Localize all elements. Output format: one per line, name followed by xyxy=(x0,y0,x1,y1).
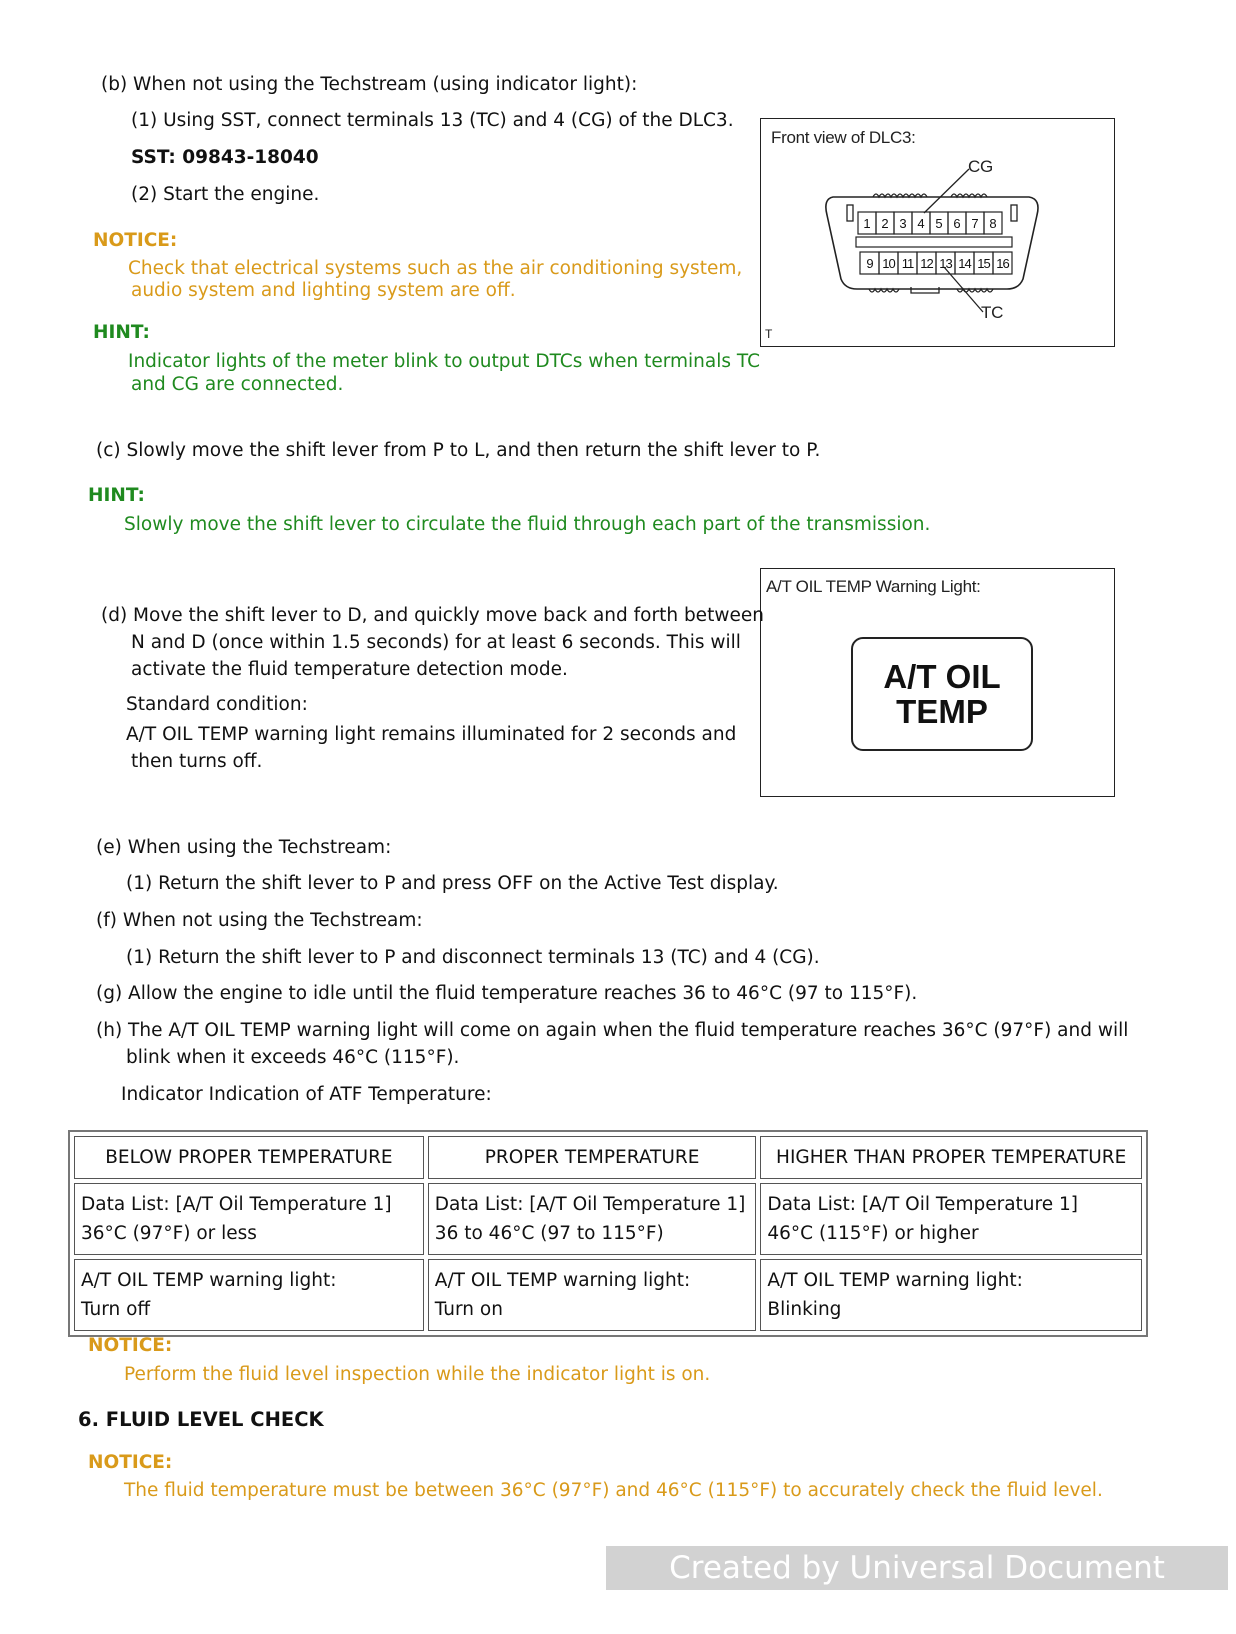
warning-light-figure xyxy=(760,568,1115,797)
pin-label: 16 xyxy=(996,256,1009,271)
standard-condition-label: Standard condition: xyxy=(126,694,308,715)
hint-text-line: and CG are connected. xyxy=(131,374,344,395)
pin-label: 4 xyxy=(917,216,925,231)
step-e-heading: (e) When using the Techstream: xyxy=(96,837,392,858)
standard-condition-line: A/T OIL TEMP warning light remains illuminated for 2 seconds and xyxy=(126,724,737,745)
pin-label: 12 xyxy=(920,256,933,271)
sst-number: SST: 09843-18040 xyxy=(131,147,319,168)
notice-text-line: The fluid temperature must be between 36°C (97°F) and 46°C (115°F) to accurately check the fluid level. xyxy=(124,1480,1103,1501)
notice-label: NOTICE: xyxy=(88,1335,173,1356)
hint-label: HINT: xyxy=(88,485,145,506)
oil-temp-indicator-lamp xyxy=(851,637,1033,751)
notice-text-line: Perform the fluid level inspection while the indicator light is on. xyxy=(124,1364,711,1385)
pin-label: 6 xyxy=(953,216,961,231)
step-c: (c) Slowly move the shift lever from P to L, and then return the shift lever to P. xyxy=(96,440,821,461)
table-cell xyxy=(760,1183,1142,1255)
notice-text-line: Check that electrical systems such as the air conditioning system, xyxy=(128,258,743,279)
cell-line: A/T OIL TEMP warning light: xyxy=(767,1270,1023,1291)
pin-label: 14 xyxy=(958,256,971,271)
pin-label: 10 xyxy=(882,256,895,271)
step-d-line: N and D (once within 1.5 seconds) for at least 6 seconds. This will xyxy=(131,632,741,653)
cell-line: 46°C (115°F) or higher xyxy=(767,1223,979,1244)
pin-label: 5 xyxy=(935,216,943,231)
dlc3-caption: Front view of DLC3: xyxy=(771,128,916,147)
pin-label: 8 xyxy=(989,216,997,231)
hint-text-line: Indicator lights of the meter blink to output DTCs when terminals TC xyxy=(128,351,760,372)
cell-line: Data List: [A/T Oil Temperature 1] xyxy=(434,1194,746,1215)
section-title: 6. FLUID LEVEL CHECK xyxy=(78,1408,324,1431)
table-row xyxy=(74,1259,1142,1331)
step-g: (g) Allow the engine to idle until the fluid temperature reaches 36 to 46°C (97 to 115°F). xyxy=(96,983,918,1004)
hint-text-line: Slowly move the shift lever to circulate the fluid through each part of the transmission. xyxy=(124,514,931,535)
table-title: Indicator Indication of ATF Temperature: xyxy=(121,1084,492,1105)
cell-line: 36°C (97°F) or less xyxy=(81,1223,257,1244)
step-f-item-1: (1) Return the shift lever to P and disconnect terminals 13 (TC) and 4 (CG). xyxy=(126,947,820,968)
step-b-heading: (b) When not using the Techstream (using indicator light): xyxy=(101,74,638,95)
pin-label: 15 xyxy=(977,256,990,271)
dlc3-figure xyxy=(760,118,1115,347)
lamp-text-line: A/T OIL xyxy=(883,658,1001,695)
notice-label: NOTICE: xyxy=(88,1452,173,1473)
pin-label: 1 xyxy=(863,216,871,231)
cell-line: Data List: [A/T Oil Temperature 1] xyxy=(767,1194,1078,1215)
step-d-line: (d) Move the shift lever to D, and quickly move back and forth between xyxy=(101,605,764,626)
cg-label: CG xyxy=(968,157,993,176)
table-cell xyxy=(428,1259,757,1331)
figure-corner-mark: T xyxy=(765,327,773,341)
tc-label: TC xyxy=(981,303,1004,322)
pin-label: 11 xyxy=(901,256,914,271)
watermark-banner: Created by Universal Document Converter xyxy=(606,1546,1228,1590)
pin-label: 3 xyxy=(899,216,907,231)
step-b-item-2: (2) Start the engine. xyxy=(131,184,320,205)
table-header-row xyxy=(74,1136,1142,1179)
step-b-item-1: (1) Using SST, connect terminals 13 (TC) and 4 (CG) of the DLC3. xyxy=(131,110,734,131)
atf-temperature-table xyxy=(68,1130,1148,1337)
cell-line: Turn on xyxy=(434,1299,503,1320)
table-cell xyxy=(74,1183,424,1255)
hint-label: HINT: xyxy=(93,322,150,343)
table-cell xyxy=(428,1183,757,1255)
table-header-cell: BELOW PROPER TEMPERATURE xyxy=(74,1136,424,1179)
notice-text-line: audio system and lighting system are off. xyxy=(131,280,516,301)
dlc3-connector-drawing xyxy=(761,119,1114,346)
cell-line: Data List: [A/T Oil Temperature 1] xyxy=(81,1194,392,1215)
cell-line: Turn off xyxy=(81,1299,151,1320)
step-h-line: (h) The A/T OIL TEMP warning light will come on again when the fluid temperature reaches 36°C (97°F) and will xyxy=(96,1020,1129,1041)
notice-label: NOTICE: xyxy=(93,230,178,251)
cell-line: Blinking xyxy=(767,1299,842,1320)
table-row xyxy=(74,1183,1142,1255)
pin-label: 9 xyxy=(866,256,873,271)
pin-label: 13 xyxy=(939,256,952,271)
table-cell xyxy=(760,1259,1142,1331)
lamp-text-line: TEMP xyxy=(896,693,988,730)
table-header-cell: HIGHER THAN PROPER TEMPERATURE xyxy=(760,1136,1142,1179)
cell-line: 36 to 46°C (97 to 115°F) xyxy=(434,1223,664,1244)
table-cell xyxy=(74,1259,424,1331)
step-f-heading: (f) When not using the Techstream: xyxy=(96,910,423,931)
pin-label: 2 xyxy=(881,216,889,231)
step-h-line: blink when it exceeds 46°C (115°F). xyxy=(126,1047,460,1068)
cell-line: A/T OIL TEMP warning light: xyxy=(434,1270,691,1291)
pin-label: 7 xyxy=(971,216,979,231)
step-d-line: activate the fluid temperature detection mode. xyxy=(131,659,568,680)
step-e-item-1: (1) Return the shift lever to P and press OFF on the Active Test display. xyxy=(126,873,779,894)
standard-condition-line: then turns off. xyxy=(131,751,263,772)
cell-line: A/T OIL TEMP warning light: xyxy=(81,1270,337,1291)
warning-light-caption: A/T OIL TEMP Warning Light: xyxy=(766,577,981,596)
table-header-cell: PROPER TEMPERATURE xyxy=(428,1136,757,1179)
